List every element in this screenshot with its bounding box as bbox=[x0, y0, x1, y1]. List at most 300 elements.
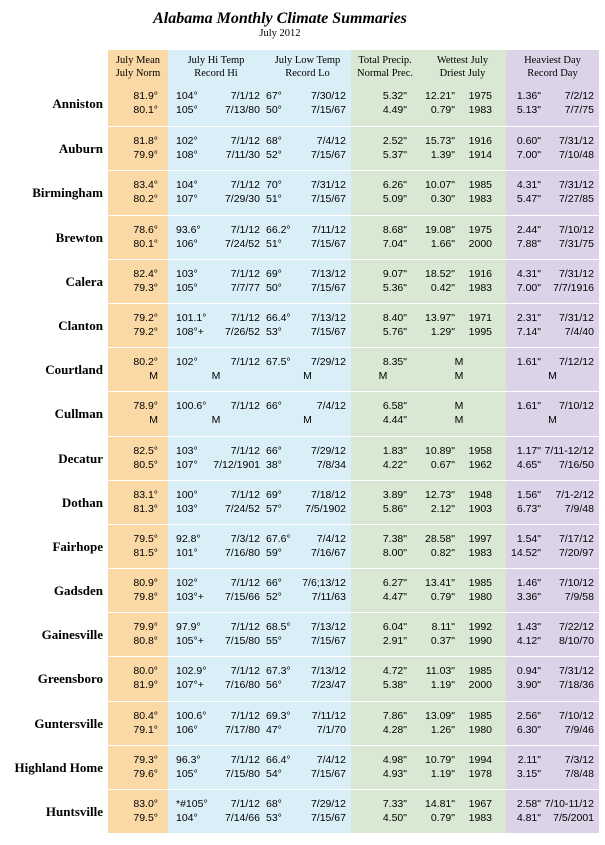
header-hi-line1: July Hi Temp bbox=[187, 55, 245, 66]
cell-wet-yr: 1992 bbox=[468, 621, 492, 634]
cell-hi: 102° bbox=[176, 356, 198, 369]
cell-rec-lo-date: 7/5/1902 bbox=[305, 502, 346, 515]
cell-lo-date: 7/4/12 bbox=[316, 400, 346, 413]
cell-lo-date: 7/11/12 bbox=[311, 223, 346, 236]
cell-dry-yr: 1983 bbox=[468, 812, 492, 824]
cell-norm: 79.6° bbox=[133, 767, 158, 780]
cell-rec-hi-date: 7/12/1901 bbox=[213, 458, 260, 471]
climate-table bbox=[0, 82, 605, 833]
cell-norm: 80.1° bbox=[133, 104, 158, 116]
table-row bbox=[0, 568, 605, 612]
cell-norm-prec: 2.91" bbox=[382, 635, 407, 648]
cell-day-date: 7/10-11/12 bbox=[544, 798, 594, 810]
cell-wet-yr: 1985 bbox=[468, 179, 492, 192]
table-row bbox=[0, 789, 605, 833]
cell-norm: 79.2° bbox=[133, 325, 158, 338]
table-row bbox=[0, 701, 605, 745]
cell-day: 1.46" bbox=[516, 577, 541, 590]
cell-rec-lo-date: 7/15/67 bbox=[310, 149, 346, 162]
cell-hi: 101.1° bbox=[176, 311, 207, 324]
cell-day-date: 7/31/12 bbox=[558, 179, 594, 192]
cell-norm-prec: 5.09" bbox=[382, 193, 407, 206]
table-row bbox=[0, 656, 605, 700]
cell-rec-day: 7.14" bbox=[516, 325, 541, 338]
cell-mean: 80.4° bbox=[133, 709, 158, 722]
cell-norm-prec: 5.38" bbox=[382, 679, 407, 692]
cell-norm-prec: 4.50" bbox=[382, 812, 407, 824]
cell-wet-yr: 1958 bbox=[468, 444, 492, 457]
cell-day-date: 7/31/12 bbox=[558, 311, 594, 324]
cell-rec-hi-date: 7/15/80 bbox=[224, 767, 260, 780]
cell-wet: 19.08" bbox=[424, 223, 455, 236]
cell-lo: 66° bbox=[266, 577, 282, 590]
cell-rec-lo-date: 7/15/67 bbox=[310, 281, 346, 294]
cell-rec-lo-date: 7/15/67 bbox=[310, 325, 346, 338]
cell-rec-day: 5.47" bbox=[516, 193, 541, 206]
cell-rec-day: 7.88" bbox=[516, 237, 541, 250]
cell-rec-lo: 56° bbox=[266, 679, 282, 692]
cell-wet-yr: 1967 bbox=[468, 798, 492, 810]
table-row bbox=[0, 303, 605, 347]
cell-norm-prec: 4.28" bbox=[382, 723, 407, 736]
table-row bbox=[0, 215, 605, 259]
cell-norm-prec: M bbox=[378, 370, 388, 383]
cell-norm-prec: 4.93" bbox=[382, 767, 407, 780]
cell-rec-hi-date: 7/16/80 bbox=[224, 546, 260, 559]
cell-rec-lo: 52° bbox=[266, 149, 282, 162]
cell-wet-yr: 1985 bbox=[468, 709, 492, 722]
cell-lo: 68.5° bbox=[266, 621, 291, 634]
cell-prec: 5.32" bbox=[382, 90, 407, 102]
cell-rec-day: 3.36" bbox=[516, 591, 541, 604]
cell-rec-day: 14.52" bbox=[510, 546, 541, 559]
cell-prec: 2.52" bbox=[382, 135, 407, 148]
cell-hi-date: 7/1/12 bbox=[230, 488, 260, 501]
cell-prec: 8.40" bbox=[382, 311, 407, 324]
cell-hi-date: 7/1/12 bbox=[230, 179, 260, 192]
cell-rec-hi: 105°+ bbox=[176, 635, 204, 648]
cell-rec-hi: 108° bbox=[176, 149, 198, 162]
cell-rec-day: 7.00" bbox=[516, 149, 541, 162]
cell-rec-hi: 108°+ bbox=[176, 325, 204, 338]
cell-lo: 68° bbox=[266, 798, 282, 810]
cell-rec-lo: 50° bbox=[266, 104, 282, 116]
cell-rec-hi-date: 7/15/80 bbox=[224, 635, 260, 648]
cell-norm: 81.5° bbox=[133, 546, 158, 559]
cell-hi: 104° bbox=[176, 179, 198, 192]
cell-wet-yr: 1975 bbox=[468, 223, 492, 236]
cell-wet: 12.73" bbox=[424, 488, 455, 501]
cell-rec-lo: 38° bbox=[266, 458, 282, 471]
cell-rec-lo-date: 7/15/67 bbox=[310, 193, 346, 206]
cell-rec-day-date: 7/7/75 bbox=[564, 104, 594, 116]
cell-lo: 67.3° bbox=[266, 665, 291, 678]
cell-rec-day-date: 7/16/50 bbox=[558, 458, 594, 471]
cell-wet: 28.58" bbox=[424, 532, 455, 545]
cell-rec-hi-date: 7/24/52 bbox=[224, 502, 260, 515]
cell-lo: 67.6° bbox=[266, 532, 291, 545]
station-name: Calera bbox=[65, 273, 103, 289]
cell-hi-date: 7/1/12 bbox=[230, 444, 260, 457]
cell-lo-date: 7/13/12 bbox=[310, 621, 346, 634]
cell-dry-yr: 1980 bbox=[468, 591, 492, 604]
cell-lo-date: 7/4/12 bbox=[316, 135, 346, 148]
cell-prec: 3.89" bbox=[382, 488, 407, 501]
cell-lo: 66.4° bbox=[266, 311, 291, 324]
cell-rec-day: 4.65" bbox=[516, 458, 541, 471]
cell-rec-hi-date: 7/24/52 bbox=[224, 237, 260, 250]
cell-wet-yr: 1971 bbox=[468, 311, 492, 324]
cell-norm: M bbox=[149, 414, 158, 427]
table-row bbox=[0, 480, 605, 524]
cell-prec: 8.68" bbox=[382, 223, 407, 236]
cell-lo-date: 7/31/12 bbox=[310, 179, 346, 192]
page-subtitle: July 2012 bbox=[259, 28, 301, 39]
cell-prec: 7.86" bbox=[382, 709, 407, 722]
cell-hi-date: 7/3/12 bbox=[230, 532, 260, 545]
cell-day: 1.36" bbox=[516, 90, 541, 102]
cell-mean: 78.9° bbox=[133, 400, 158, 413]
cell-dry: 1.29" bbox=[430, 325, 455, 338]
cell-dry-yr: 1983 bbox=[468, 104, 492, 116]
cell-norm-prec: 4.44" bbox=[382, 414, 407, 427]
cell-mean: 82.4° bbox=[133, 267, 158, 280]
cell-norm: 80.1° bbox=[133, 237, 158, 250]
cell-rec-hi: 105° bbox=[176, 104, 198, 116]
cell-dry: 0.42" bbox=[430, 281, 455, 294]
cell-rec-hi: 105° bbox=[176, 767, 198, 780]
cell-hi: 100.6° bbox=[176, 709, 207, 722]
cell-lo-date: 7/11/12 bbox=[311, 709, 346, 722]
cell-rec-day: 7.00" bbox=[516, 281, 541, 294]
cell-dry-yr: 1980 bbox=[468, 723, 492, 736]
table-row bbox=[0, 745, 605, 789]
cell-dry: M bbox=[454, 414, 464, 427]
cell-mean: 83.4° bbox=[133, 179, 158, 192]
cell-prec: 4.98" bbox=[382, 753, 407, 766]
cell-hi: *#105° bbox=[176, 798, 208, 810]
cell-norm-prec: 5.76" bbox=[382, 325, 407, 338]
cell-dry: M bbox=[454, 370, 464, 383]
cell-hi: 92.8° bbox=[176, 532, 201, 545]
cell-rec-day-date: 7/9/48 bbox=[564, 502, 594, 515]
cell-prec: 1.83" bbox=[382, 444, 407, 457]
cell-norm: 79.5° bbox=[133, 812, 158, 824]
station-name: Decatur bbox=[58, 450, 103, 466]
cell-rec-day: 4.81" bbox=[516, 812, 541, 824]
cell-rec-lo: 55° bbox=[266, 635, 282, 648]
cell-day: 1.61" bbox=[516, 356, 541, 369]
cell-mean: 79.9° bbox=[133, 621, 158, 634]
header-mean-line1: July Mean bbox=[115, 55, 161, 66]
cell-wet-yr: 1948 bbox=[468, 488, 492, 501]
cell-rec-lo-date: 7/23/47 bbox=[310, 679, 346, 692]
cell-day: 2.58" bbox=[516, 798, 541, 810]
cell-dry: 0.67" bbox=[430, 458, 455, 471]
cell-prec: 6.27" bbox=[382, 577, 407, 590]
cell-day-date: 7/3/12 bbox=[564, 753, 594, 766]
cell-norm: 79.1° bbox=[133, 723, 158, 736]
cell-hi: 97.9° bbox=[176, 621, 201, 634]
cell-lo: 69.3° bbox=[266, 709, 291, 722]
cell-lo: 67.5° bbox=[266, 356, 291, 369]
cell-day-date: 7/31/12 bbox=[558, 267, 594, 280]
header-prec-line2: Normal Prec. bbox=[357, 68, 413, 79]
cell-dry-yr: 2000 bbox=[468, 679, 492, 692]
cell-rec-lo: 50° bbox=[266, 281, 282, 294]
cell-mean: 81.9° bbox=[133, 90, 158, 102]
cell-wet-yr: 1994 bbox=[468, 753, 492, 766]
cell-prec: 4.72" bbox=[382, 665, 407, 678]
cell-dry-yr: 1983 bbox=[468, 546, 492, 559]
header-day-line2: Record Day bbox=[527, 68, 578, 79]
cell-rec-day: M bbox=[548, 370, 557, 383]
cell-rec-lo: 54° bbox=[266, 767, 282, 780]
cell-dry: 1.26" bbox=[430, 723, 455, 736]
station-name: Clanton bbox=[58, 317, 103, 333]
cell-rec-day-date: 8/10/70 bbox=[558, 635, 594, 648]
cell-lo-date: 7/29/12 bbox=[310, 798, 346, 810]
cell-day-date: 7/22/12 bbox=[558, 621, 594, 634]
cell-hi: 104° bbox=[176, 90, 198, 102]
cell-norm-prec: 5.86" bbox=[382, 502, 407, 515]
cell-rec-hi: 107° bbox=[176, 458, 198, 471]
table-row bbox=[0, 524, 605, 568]
cell-day-date: 7/10/12 bbox=[558, 709, 594, 722]
table-row bbox=[0, 347, 605, 391]
cell-mean: 83.0° bbox=[133, 798, 158, 810]
station-name: Courtland bbox=[45, 362, 103, 378]
cell-dry: 1.39" bbox=[430, 149, 455, 162]
cell-rec-lo-date: 7/16/67 bbox=[310, 546, 346, 559]
cell-hi-date: 7/1/12 bbox=[230, 400, 260, 413]
cell-rec-day-date: 7/7/1916 bbox=[553, 281, 594, 294]
cell-day-date: 7/10/12 bbox=[558, 400, 594, 413]
header-prec bbox=[351, 54, 419, 80]
cell-rec-hi-date: 7/26/52 bbox=[224, 325, 260, 338]
cell-dry: 1.66" bbox=[430, 237, 455, 250]
header-wet bbox=[419, 54, 506, 80]
cell-wet-yr: 1916 bbox=[468, 267, 492, 280]
cell-rec-hi: 103° bbox=[176, 502, 198, 515]
cell-rec-day-date: 7/8/48 bbox=[564, 767, 594, 780]
header-mean bbox=[108, 54, 168, 80]
cell-lo-date: 7/30/12 bbox=[310, 90, 346, 102]
cell-rec-hi: 103°+ bbox=[176, 591, 204, 604]
cell-norm-prec: 4.47" bbox=[382, 591, 407, 604]
cell-rec-hi-date: 7/7/77 bbox=[230, 281, 260, 294]
cell-norm-prec: 5.37" bbox=[382, 149, 407, 162]
cell-day: 2.11" bbox=[517, 753, 541, 766]
cell-day-date: 7/12/12 bbox=[558, 356, 594, 369]
cell-wet: 14.81" bbox=[424, 798, 455, 810]
station-name: Birmingham bbox=[32, 185, 103, 201]
cell-mean: 82.5° bbox=[133, 444, 158, 457]
cell-rec-lo: 53° bbox=[266, 325, 282, 338]
cell-rec-lo: 51° bbox=[266, 237, 282, 250]
cell-rec-lo-date: 7/15/67 bbox=[310, 767, 346, 780]
cell-wet: 18.52" bbox=[424, 267, 455, 280]
station-name: Gadsden bbox=[53, 583, 103, 599]
cell-lo-date: 7/18/12 bbox=[310, 488, 346, 501]
cell-rec-hi: 101° bbox=[176, 546, 198, 559]
cell-rec-lo: M bbox=[303, 370, 312, 383]
cell-rec-day: 3.90" bbox=[516, 679, 541, 692]
cell-lo: 66.4° bbox=[266, 753, 291, 766]
station-name: Anniston bbox=[52, 96, 103, 111]
cell-norm: 79.3° bbox=[133, 281, 158, 294]
cell-rec-hi-date: 7/11/30 bbox=[225, 149, 260, 162]
cell-norm: M bbox=[149, 370, 158, 383]
cell-rec-day: 5.13" bbox=[516, 104, 541, 116]
cell-day-date: 7/2/12 bbox=[564, 90, 594, 102]
cell-dry-yr: 1983 bbox=[468, 281, 492, 294]
cell-hi: 93.6° bbox=[176, 223, 201, 236]
page-title: Alabama Monthly Climate Summaries bbox=[153, 10, 407, 27]
cell-dry: 1.19" bbox=[430, 679, 455, 692]
cell-day-date: 7/11-12/12 bbox=[544, 444, 594, 457]
cell-rec-hi-date: 7/17/80 bbox=[224, 723, 260, 736]
cell-day: 2.56" bbox=[516, 709, 541, 722]
cell-day: 1.56" bbox=[516, 488, 541, 501]
cell-day: 1.54" bbox=[516, 532, 541, 545]
header-hi-line2: Record Hi bbox=[194, 68, 238, 79]
table-row bbox=[0, 82, 605, 126]
station-name: Guntersville bbox=[34, 715, 103, 731]
cell-prec: 7.38" bbox=[382, 532, 407, 545]
cell-wet: 11.03" bbox=[425, 665, 455, 678]
cell-lo: 66° bbox=[266, 400, 282, 413]
cell-rec-lo: M bbox=[303, 414, 312, 427]
cell-rec-hi: 105° bbox=[176, 281, 198, 294]
cell-rec-hi: 107°+ bbox=[176, 679, 204, 692]
cell-dry: 0.37" bbox=[430, 635, 455, 648]
cell-mean: 80.2° bbox=[133, 356, 158, 369]
cell-lo: 70° bbox=[266, 179, 282, 192]
cell-rec-day-date: 7/4/40 bbox=[564, 325, 594, 338]
cell-day-date: 7/31/12 bbox=[558, 665, 594, 678]
station-name: Huntsville bbox=[45, 804, 103, 819]
cell-dry: 2.12" bbox=[430, 502, 455, 515]
cell-rec-lo-date: 7/15/67 bbox=[310, 104, 346, 116]
cell-wet-yr: 1985 bbox=[468, 577, 492, 590]
cell-rec-day: 3.15" bbox=[516, 767, 541, 780]
cell-hi-date: 7/1/12 bbox=[230, 311, 260, 324]
cell-rec-lo-date: 7/15/67 bbox=[310, 237, 346, 250]
cell-dry-yr: 1990 bbox=[468, 635, 492, 648]
cell-rec-lo: 59° bbox=[266, 546, 282, 559]
cell-day-date: 7/31/12 bbox=[558, 135, 594, 148]
cell-prec: 6.04" bbox=[382, 621, 407, 634]
station-name: Fairhope bbox=[52, 538, 103, 554]
cell-hi: 96.3° bbox=[176, 753, 201, 766]
cell-hi: 102° bbox=[176, 577, 198, 590]
cell-rec-hi: 106° bbox=[176, 237, 198, 250]
header-lo-line1: July Low Temp bbox=[274, 55, 341, 66]
cell-dry-yr: 1914 bbox=[468, 149, 492, 162]
cell-norm: 80.2° bbox=[133, 193, 158, 206]
cell-wet: M bbox=[454, 356, 464, 369]
table-row bbox=[0, 436, 605, 480]
cell-day: 0.60" bbox=[516, 135, 541, 148]
cell-lo: 66.2° bbox=[266, 223, 291, 236]
cell-mean: 78.6° bbox=[133, 223, 158, 236]
cell-rec-lo-date: 7/15/67 bbox=[310, 635, 346, 648]
cell-lo-date: 7/4/12 bbox=[316, 532, 346, 545]
cell-rec-hi: 104° bbox=[176, 812, 198, 824]
cell-prec: 8.35" bbox=[382, 356, 407, 369]
cell-wet-yr: 1916 bbox=[468, 135, 492, 148]
cell-day: 0.94" bbox=[516, 665, 541, 678]
cell-norm-prec: 5.36" bbox=[382, 281, 407, 294]
cell-rec-day-date: 7/20/97 bbox=[558, 546, 594, 559]
cell-rec-hi-date: 7/14/66 bbox=[224, 812, 260, 824]
cell-wet: 8.11" bbox=[431, 621, 455, 634]
cell-wet: 13.41" bbox=[424, 577, 455, 590]
cell-hi: 102° bbox=[176, 135, 198, 148]
cell-wet: 10.89" bbox=[424, 444, 455, 457]
cell-day: 2.31" bbox=[516, 311, 541, 324]
cell-dry: 0.82" bbox=[430, 546, 455, 559]
cell-rec-hi: M bbox=[211, 414, 221, 427]
cell-hi-date: 7/1/12 bbox=[230, 753, 260, 766]
cell-wet: 10.07" bbox=[424, 179, 455, 192]
cell-mean: 80.0° bbox=[133, 665, 158, 678]
cell-hi-date: 7/1/12 bbox=[230, 798, 260, 810]
cell-lo-date: 7/13/12 bbox=[310, 665, 346, 678]
cell-hi-date: 7/1/12 bbox=[230, 223, 260, 236]
cell-lo: 69° bbox=[266, 267, 282, 280]
cell-prec: 7.33" bbox=[382, 798, 407, 810]
cell-rec-lo: 47° bbox=[266, 723, 282, 736]
cell-mean: 83.1° bbox=[133, 488, 158, 501]
cell-dry: 0.79" bbox=[430, 104, 455, 116]
cell-wet: 10.79" bbox=[424, 753, 455, 766]
cell-rec-hi-date: 7/13/80 bbox=[224, 104, 260, 116]
cell-rec-lo: 53° bbox=[266, 812, 282, 824]
station-name: Cullman bbox=[54, 406, 103, 422]
header-day-line1: Heaviest Day bbox=[524, 55, 581, 66]
cell-hi: 102.9° bbox=[176, 665, 207, 678]
header-wet-line1: Wettest July bbox=[436, 55, 489, 66]
cell-dry-yr: 1983 bbox=[468, 193, 492, 206]
cell-mean: 79.5° bbox=[133, 532, 158, 545]
cell-dry: 1.19" bbox=[430, 767, 455, 780]
cell-rec-day-date: 7/27/85 bbox=[558, 193, 594, 206]
cell-day: 1.43" bbox=[516, 621, 541, 634]
table-row bbox=[0, 391, 605, 435]
table-row bbox=[0, 170, 605, 214]
cell-mean: 79.2° bbox=[133, 311, 158, 324]
cell-rec-hi: 107° bbox=[176, 193, 198, 206]
cell-day-date: 7/17/12 bbox=[558, 532, 594, 545]
cell-hi: 103° bbox=[176, 267, 198, 280]
cell-wet: 12.21" bbox=[424, 90, 455, 102]
cell-day: 4.31" bbox=[516, 179, 541, 192]
cell-rec-lo-date: 7/1/70 bbox=[316, 723, 346, 736]
cell-wet: 13.09" bbox=[424, 709, 455, 722]
cell-lo: 66° bbox=[266, 444, 282, 457]
cell-rec-hi: M bbox=[211, 370, 221, 383]
cell-prec: 6.58" bbox=[382, 400, 407, 413]
cell-norm-prec: 8.00" bbox=[382, 546, 407, 559]
cell-dry-yr: 1995 bbox=[468, 325, 492, 338]
cell-norm: 80.8° bbox=[133, 635, 158, 648]
cell-rec-day: 6.30" bbox=[516, 723, 541, 736]
cell-hi-date: 7/1/12 bbox=[230, 577, 260, 590]
cell-rec-lo: 52° bbox=[266, 591, 282, 604]
cell-hi-date: 7/1/12 bbox=[230, 665, 260, 678]
